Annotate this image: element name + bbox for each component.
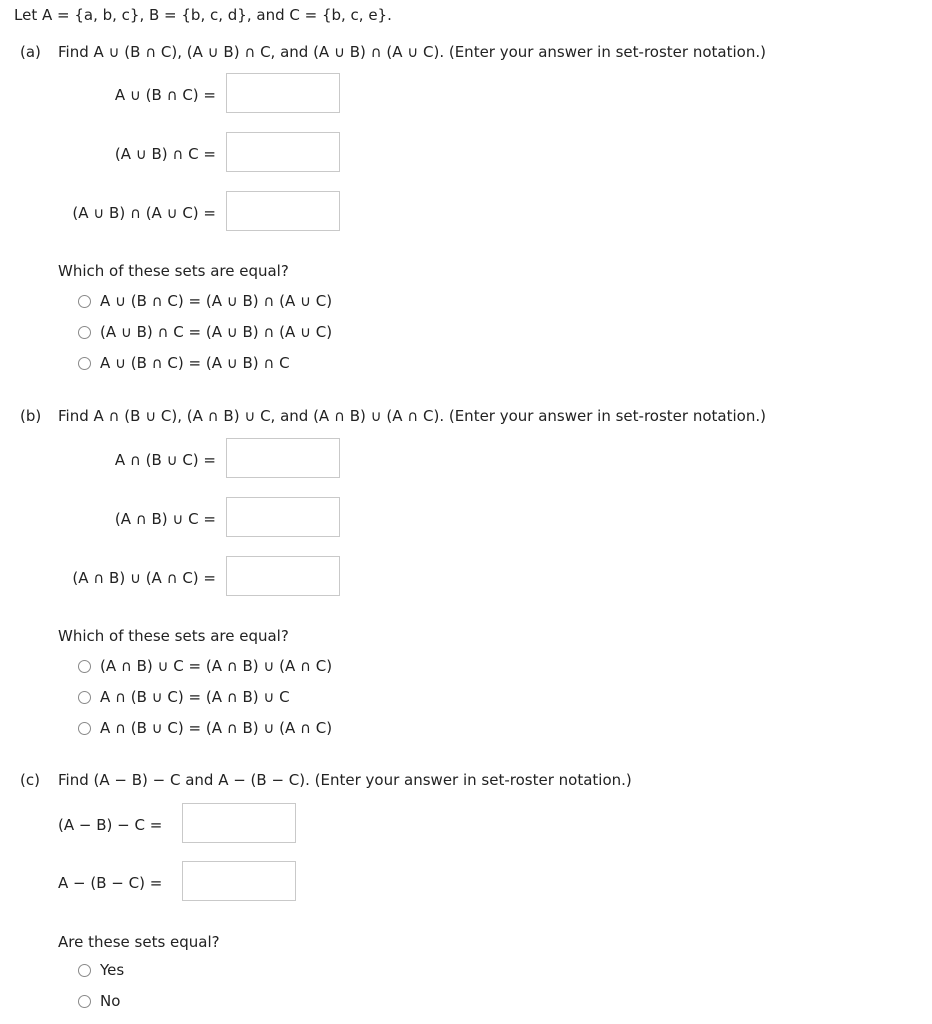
- radio-icon[interactable]: [78, 660, 91, 673]
- part-b-option-2[interactable]: [78, 688, 290, 706]
- part-c-field-2-label: A − (B − C) =: [58, 874, 163, 892]
- part-a-option-3[interactable]: [78, 354, 290, 372]
- part-a-option-2-label: (A ∪ B) ∩ C = (A ∪ B) ∩ (A ∪ C): [100, 323, 333, 341]
- part-b-field-3-label: (A ∩ B) ∪ (A ∩ C) =: [72, 569, 216, 587]
- part-a-answer-1-input[interactable]: [226, 73, 340, 113]
- part-a-field-1-label: A ∪ (B ∩ C) =: [114, 86, 216, 104]
- part-c-label: (c): [20, 771, 40, 789]
- part-b-option-2-label: A ∩ (B ∪ C) = (A ∩ B) ∪ C: [100, 688, 290, 706]
- part-a-answer-2-input[interactable]: [226, 132, 340, 172]
- part-c-option-no[interactable]: [78, 992, 120, 1010]
- part-c-answer-2-input[interactable]: [182, 861, 296, 901]
- part-b-option-3[interactable]: [78, 719, 332, 737]
- part-b-question: Which of these sets are equal?: [58, 627, 289, 645]
- part-b-field-1-label: A ∩ (B ∪ C) =: [114, 451, 216, 469]
- radio-icon[interactable]: [78, 326, 91, 339]
- part-a-option-1[interactable]: [78, 292, 332, 310]
- part-c-answer-1-input[interactable]: [182, 803, 296, 843]
- radio-icon[interactable]: [78, 357, 91, 370]
- part-b-option-1-label: (A ∩ B) ∪ C = (A ∩ B) ∪ (A ∩ C): [100, 657, 333, 675]
- radio-icon[interactable]: [78, 691, 91, 704]
- part-c-prompt: Find (A − B) − C and A − (B − C). (Enter your answer in set-roster notation.): [58, 771, 632, 789]
- part-c-option-yes[interactable]: [78, 961, 124, 979]
- problem-intro: Let A = {a, b, c}, B = {b, c, d}, and C = {b, c, e}.: [14, 6, 392, 24]
- part-a-field-2-label: (A ∪ B) ∩ C =: [114, 145, 216, 163]
- radio-icon[interactable]: [78, 964, 91, 977]
- part-a-option-3-label: A ∪ (B ∩ C) = (A ∪ B) ∩ C: [100, 354, 290, 372]
- part-c-field-1-label: (A − B) − C =: [58, 816, 163, 834]
- part-b-answer-1-input[interactable]: [226, 438, 340, 478]
- part-b-answer-2-input[interactable]: [226, 497, 340, 537]
- part-b-field-2-label: (A ∩ B) ∪ C =: [114, 510, 216, 528]
- part-a-question: Which of these sets are equal?: [58, 262, 289, 280]
- part-c-option-no-label: No: [100, 992, 121, 1010]
- part-c-option-yes-label: Yes: [100, 961, 125, 979]
- part-c-question: Are these sets equal?: [58, 933, 220, 951]
- part-b-label: (b): [20, 407, 42, 425]
- radio-icon[interactable]: [78, 995, 91, 1008]
- part-b-option-3-label: A ∩ (B ∪ C) = (A ∩ B) ∪ (A ∩ C): [100, 719, 333, 737]
- part-a-option-2[interactable]: [78, 323, 332, 341]
- part-b-answer-3-input[interactable]: [226, 556, 340, 596]
- part-a-label: (a): [20, 43, 41, 61]
- radio-icon[interactable]: [78, 295, 91, 308]
- part-b-prompt: Find A ∩ (B ∪ C), (A ∩ B) ∪ C, and (A ∩ B) ∪ (A ∩ C). (Enter your answer in set-roster notation.): [58, 407, 766, 425]
- radio-icon[interactable]: [78, 722, 91, 735]
- part-a-prompt: Find A ∪ (B ∩ C), (A ∪ B) ∩ C, and (A ∪ B) ∩ (A ∪ C). (Enter your answer in set-roster notation.): [58, 43, 766, 61]
- part-b-option-1[interactable]: [78, 657, 332, 675]
- part-a-option-1-label: A ∪ (B ∩ C) = (A ∪ B) ∩ (A ∪ C): [100, 292, 333, 310]
- part-a-answer-3-input[interactable]: [226, 191, 340, 231]
- part-a-field-3-label: (A ∪ B) ∩ (A ∪ C) =: [72, 204, 216, 222]
